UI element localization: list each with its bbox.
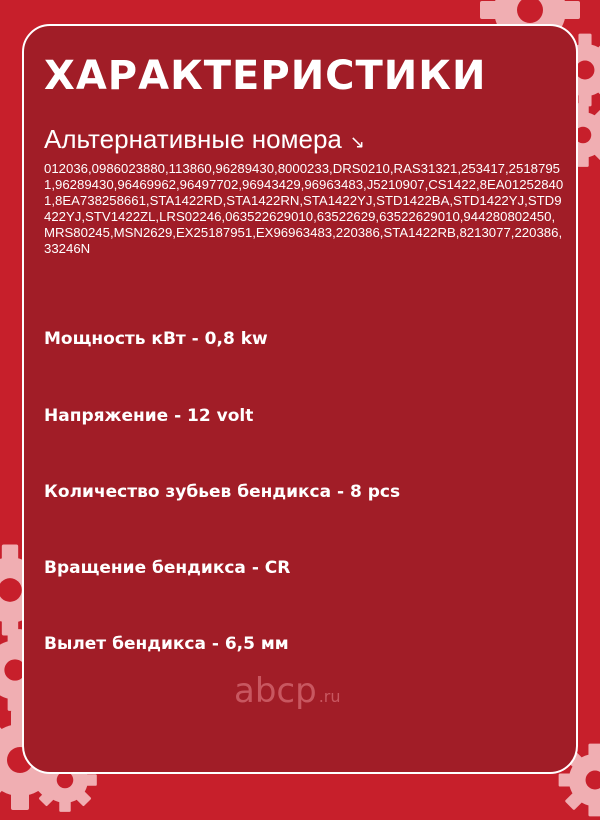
spec-label: Вращение бендикса - CR bbox=[44, 558, 291, 578]
spec-unit: pcs bbox=[367, 482, 401, 502]
specs-card bbox=[22, 24, 578, 774]
spec-voltage bbox=[44, 408, 253, 425]
spec-rotation bbox=[44, 560, 290, 577]
abcp-watermark-logo bbox=[234, 671, 341, 711]
arrow-down-right-icon: ↘ bbox=[349, 132, 365, 152]
watermark-tld: .ru bbox=[318, 687, 341, 706]
spec-power bbox=[44, 331, 268, 348]
spec-label: Вылет бендикса - 6,5 bbox=[44, 634, 255, 654]
spec-unit: volt bbox=[216, 406, 254, 426]
spec-label: Мощность кВт - 0,8 bbox=[44, 329, 235, 349]
spec-teeth bbox=[44, 484, 400, 501]
spec-unit: мм bbox=[260, 634, 289, 654]
spec-label: Количество зубьев бендикса - 8 bbox=[44, 482, 362, 502]
page-title: ХАРАКТЕРИСТИКИ bbox=[44, 53, 487, 99]
alt-numbers-heading bbox=[44, 126, 365, 152]
alt-numbers-list: 012036,0986023880,113860,96289430,8000233,DRS0210,RAS31321,253417,25187951,96289430,96469962,96497702,96943429,96963483,J5210907,CS1422,8EA012528401,8EA738258661,STA1422RD,STA1422RN,STA1422YJ,STD1422BA,STD1422YJ,STD9422YJ,STV1422ZL,LRS02246,063522629010,63522629,63522629010,944280802450,MRS80245,MSN2629,EX25187951,EX96963483,220386,STA1422RB,8213077,220386,33246N bbox=[44, 161, 564, 256]
alt-numbers-heading-text: Альтернативные номера bbox=[44, 124, 342, 154]
spec-unit: kw bbox=[240, 329, 268, 349]
spec-offset bbox=[44, 636, 289, 653]
watermark-brand: abcp bbox=[234, 671, 317, 711]
spec-label: Напряжение - 12 bbox=[44, 406, 211, 426]
